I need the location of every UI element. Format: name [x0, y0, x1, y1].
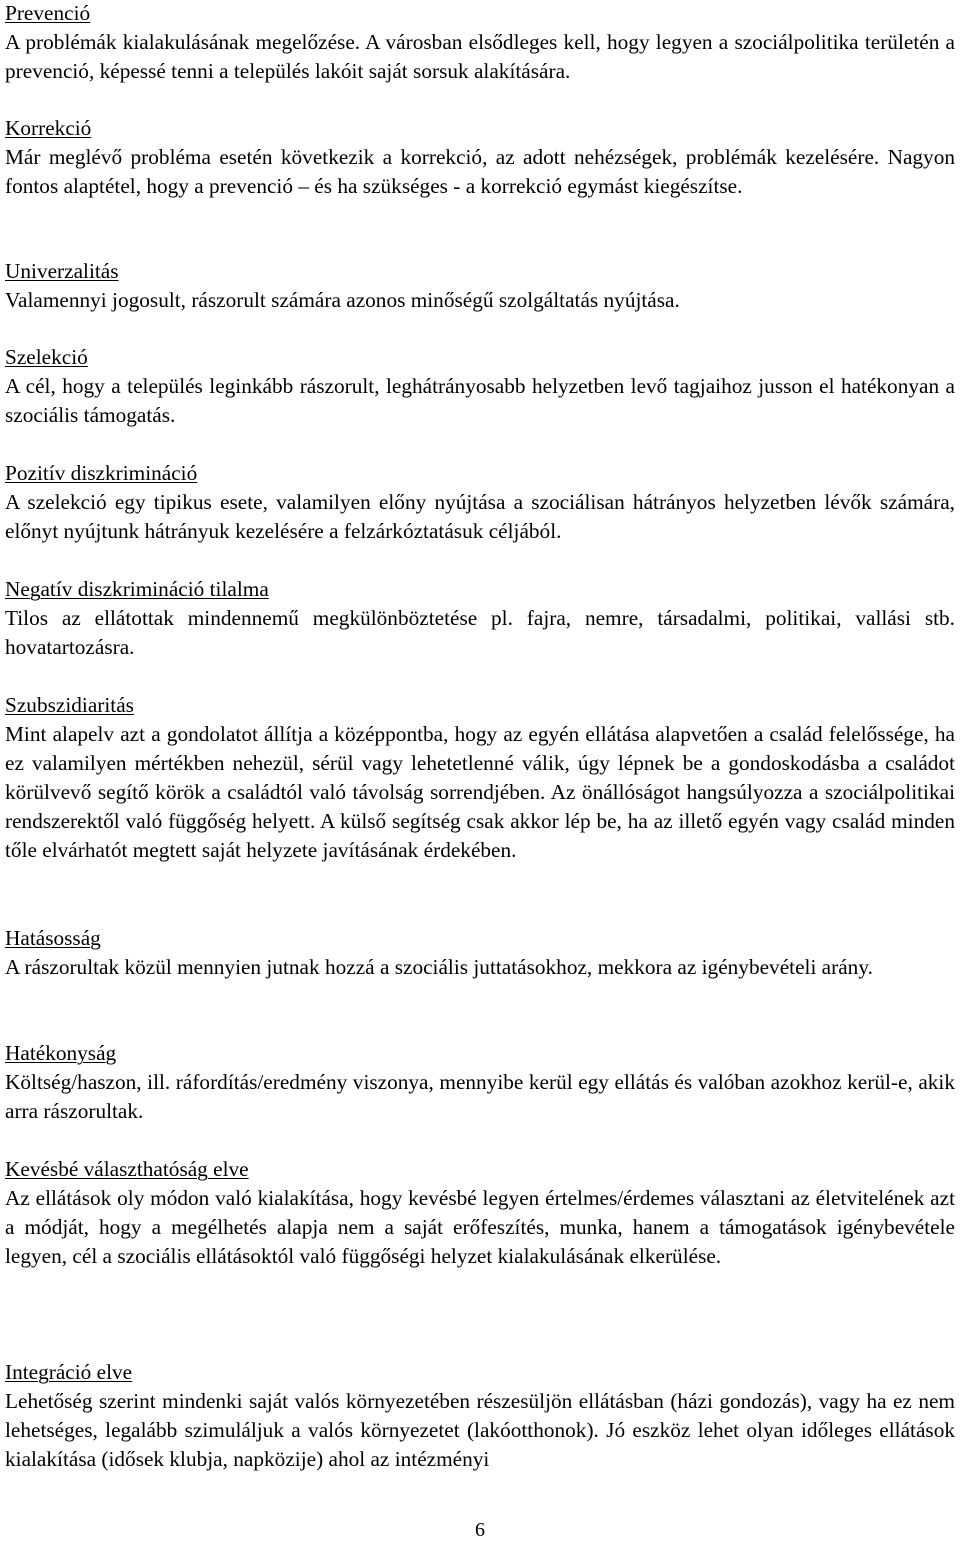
section-heading: Korrekció — [5, 116, 92, 140]
section-text: A rászorultak közül mennyien jutnak hozzá a szociális juttatásokhoz, mekkora az igénybevételi arány. — [5, 955, 873, 979]
section-hatekonysag — [5, 1039, 955, 1126]
section-heading: Hatékonyság — [5, 1041, 117, 1065]
section-text: A cél, hogy a település leginkább rászorult, leghátrányosabb helyzetben levő tagjaihoz jusson el hatékonyan a szociális támogatás. — [5, 374, 955, 427]
section-text: A problémák kialakulásának megelőzése. A városban elsődleges kell, hogy legyen a szociálpolitika területén a prevenció, képessé tenni a település lakóit saját sorsuk alakítására. — [5, 30, 955, 83]
section-text: Költség/haszon, ill. ráfordítás/eredmény viszonya, mennyibe kerül egy ellátás és valóban azokhoz kerül-e, akik arra rászorultak. — [5, 1070, 955, 1123]
section-text: Mint alapelv azt a gondolatot állítja a középpontba, hogy az egyén ellátása alapvetően a család felelőssége, ha ez valamilyen mértékben nehezül, sérül vagy lehetetlenné válik, úgy lépnek be a gondoskodásba a családot körülvevő segítő körök a családtól való távolság sorrendjében. Az önállóságot hangsúlyozza a szociálpolitikai rendszerektől való függőség helyett. A külső segítség csak akkor lép be, ha az illető egyén vagy család minden tőle elvárhatót megtett saját helyzete javításának érdekében. — [5, 722, 955, 862]
page-number: 6 — [475, 1519, 485, 1541]
section-text: Lehetőség szerint mindenki saját valós környezetében részesüljön ellátásban (házi gondozás), vagy ha ez nem lehetséges, legalább szimuláljuk a valós környezetet (lakóotthonok). Jó eszköz lehet olyan időleges ellátások kialakítása (idősek klubja, napközije) ahol az intézményi — [5, 1389, 955, 1471]
section-heading: Szelekció — [5, 345, 88, 369]
section-heading: Kevésbé választhatóság elve — [5, 1157, 249, 1181]
section-text: Az ellátások oly módon való kialakítása, hogy kevésbé legyen értelmes/érdemes választani az életvitelének azt a módját, hogy a megélhetés alapja nem a saját erőfeszítés, munka, hanem a támogatások igénybevétele legyen, cél a szociális ellátásoktól való függőségi helyzet kialakulásának elkerülése. — [5, 1186, 955, 1268]
section-korrekcio — [5, 114, 955, 201]
section-text: Már meglévő probléma esetén következik a korrekció, az adott nehézségek, problémák kezelésére. Nagyon fontos alaptétel, hogy a prevenció – és ha szükséges - a korrekció egymást kiegészítse. — [5, 145, 955, 198]
section-pozitiv-diszkriminacio — [5, 459, 955, 546]
section-univerzalitas — [5, 257, 955, 315]
section-heading: Univerzalitás — [5, 259, 119, 283]
section-heading: Szubszidiaritás — [5, 693, 134, 717]
section-hatasossag — [5, 924, 955, 982]
section-integracio-elve — [5, 1358, 955, 1474]
section-heading: Integráció elve — [5, 1360, 133, 1384]
section-prevencio — [5, 0, 955, 86]
section-szubszidiaritas — [5, 691, 955, 865]
section-kevesbe-valaszthatosag-elve — [5, 1155, 955, 1271]
section-szelekcio — [5, 343, 955, 430]
section-heading: Pozitív diszkrimináció — [5, 461, 198, 485]
section-heading: Prevenció — [5, 1, 91, 25]
section-negativ-diszkriminacio-tilalma — [5, 575, 955, 662]
section-text: Valamennyi jogosult, rászorult számára azonos minőségű szolgáltatás nyújtása. — [5, 288, 680, 312]
section-text: Tilos az ellátottak mindennemű megkülönböztetése pl. fajra, nemre, társadalmi, politikai, vallási stb. hovatartozásra. — [5, 606, 955, 659]
section-heading: Negatív diszkrimináció tilalma — [5, 577, 269, 601]
section-text: A szelekció egy tipikus esete, valamilyen előny nyújtása a szociálisan hátrányos helyzetben lévők számára, előnyt nyújtunk hátrányuk kezelésére a felzárkóztatásuk céljából. — [5, 490, 955, 543]
section-heading: Hatásosság — [5, 926, 101, 950]
